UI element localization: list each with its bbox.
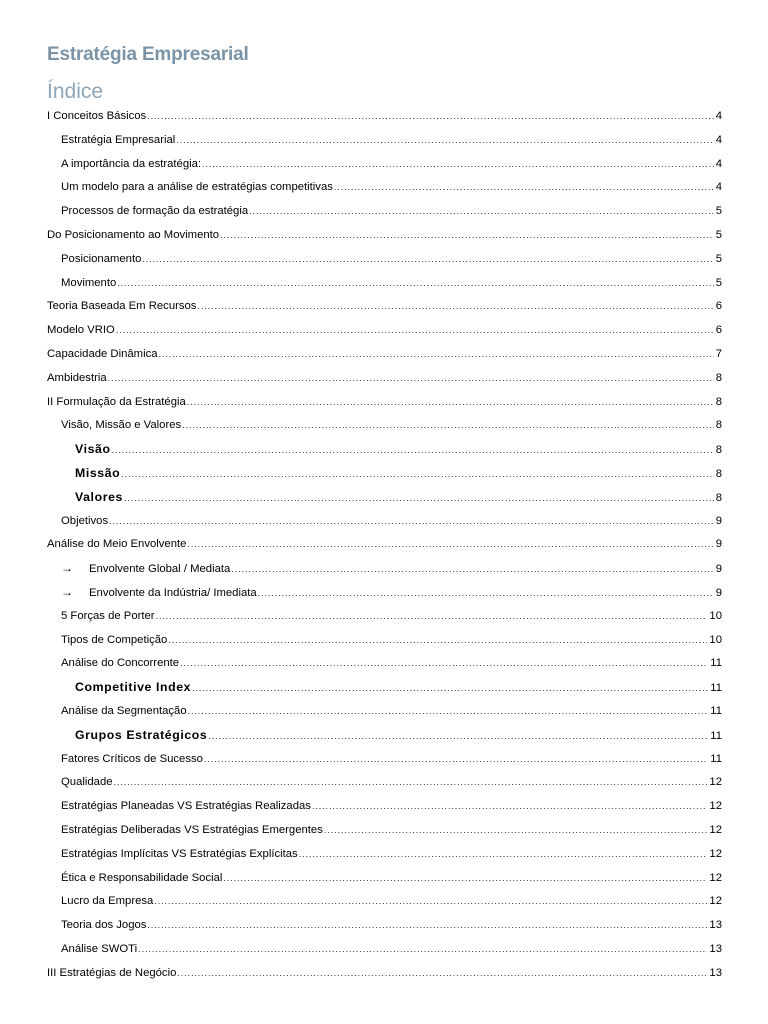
dot-leader	[177, 962, 707, 985]
toc-entry-link[interactable]	[47, 533, 722, 556]
toc-page-number: 8	[715, 468, 722, 480]
toc-entry-link[interactable]	[75, 724, 722, 747]
dot-leader	[156, 605, 708, 628]
dot-leader	[334, 176, 714, 199]
toc-row	[0, 248, 768, 272]
toc-row	[0, 176, 768, 200]
toc-page-number: 12	[709, 824, 722, 836]
toc-entry-label: II Formulação da Estratégia	[47, 395, 186, 408]
toc-entry-label: Fatores Críticos de Sucesso	[61, 752, 203, 765]
toc-row	[0, 605, 768, 629]
dot-leader	[202, 153, 714, 176]
toc-row	[0, 557, 768, 581]
toc-entry-link[interactable]	[61, 914, 722, 937]
toc-entry-label: Teoria dos Jogos	[61, 919, 147, 932]
toc-entry-link[interactable]	[47, 105, 722, 128]
toc-page-number: 4	[715, 110, 722, 122]
dot-leader	[142, 248, 713, 271]
toc-entry-label: Teoria Baseada Em Recursos	[47, 300, 197, 313]
dot-leader	[187, 391, 714, 414]
toc-page-number: 12	[709, 871, 722, 884]
arrow-right-icon: →	[61, 561, 73, 576]
dot-leader	[121, 463, 713, 486]
toc-entry-link[interactable]	[61, 795, 722, 818]
toc-entry-label: Valores	[75, 489, 123, 504]
toc-entry-link[interactable]	[61, 414, 722, 437]
toc-page-number: 7	[715, 348, 722, 360]
toc-entry-link[interactable]	[47, 295, 722, 318]
toc-page-number: 4	[715, 133, 722, 146]
toc-entry-text: Envolvente da Indústria/ Imediata	[89, 587, 257, 599]
toc-page-number: 11	[710, 729, 722, 742]
toc-row	[0, 676, 768, 700]
toc-entry-link[interactable]	[61, 771, 722, 794]
toc-page-number: 5	[715, 205, 722, 218]
toc-entry-label: Estratégia Empresarial	[61, 133, 176, 146]
toc-row	[0, 581, 768, 605]
toc-entry-link[interactable]	[75, 462, 722, 485]
toc-entry-label: Modelo VRIO	[47, 324, 115, 337]
dot-leader	[159, 343, 714, 366]
toc-entry-label: Do Posicionamento ao Movimento	[47, 229, 220, 241]
toc-entry-link[interactable]	[61, 938, 722, 961]
toc-entry-label: Estratégias Deliberadas VS Estratégias Emergentes	[61, 824, 323, 836]
dot-leader	[187, 533, 713, 556]
toc-row	[0, 771, 768, 795]
toc-entry-link[interactable]	[47, 343, 722, 366]
toc-entry-text: Envolvente Global / Mediata	[89, 563, 231, 576]
toc-page-number: 5	[715, 229, 722, 241]
toc-row	[0, 748, 768, 772]
toc-entry-label: Estratégias Implícitas VS Estratégias Explícitas	[61, 847, 298, 860]
toc-entry-label: Estratégias Planeadas VS Estratégias Realizadas	[61, 800, 311, 813]
toc-row	[0, 462, 768, 486]
dot-leader	[324, 819, 708, 842]
toc-entry-label: Análise SWOTi	[61, 943, 138, 955]
dot-leader	[147, 914, 707, 937]
toc-page-number: 10	[709, 633, 722, 646]
toc-entry-link[interactable]	[61, 176, 722, 199]
toc-row	[0, 724, 768, 748]
dot-leader	[208, 725, 708, 748]
toc-page-number: 5	[715, 252, 722, 265]
toc-entry-link[interactable]	[61, 581, 722, 604]
toc-entry-label: I Conceitos Básicos	[47, 110, 147, 122]
toc-entry-link[interactable]	[61, 700, 722, 723]
toc-entry-link[interactable]	[61, 153, 722, 176]
toc-entry-link[interactable]	[47, 224, 722, 247]
toc-page-number: 4	[715, 181, 722, 194]
toc-entry-label: Um modelo para a análise de estratégias competitivas	[61, 181, 333, 194]
toc-page-number: 12	[709, 895, 722, 908]
toc-row	[0, 486, 768, 510]
toc-entry-label: Qualidade	[61, 776, 113, 789]
toc-page-number: 8	[715, 444, 722, 457]
dot-leader	[114, 771, 708, 794]
toc-row	[0, 414, 768, 438]
dot-leader	[204, 748, 708, 771]
dot-leader	[231, 558, 713, 581]
toc-page-number: 9	[715, 563, 722, 576]
index-heading: Índice	[47, 80, 104, 103]
toc-page-number: 11	[710, 705, 722, 717]
toc-entry-label: Tipos de Competição	[61, 633, 168, 646]
dot-leader	[124, 487, 714, 510]
dot-leader	[249, 200, 714, 223]
toc-entry-link[interactable]	[61, 557, 722, 580]
dot-leader	[182, 414, 714, 437]
toc-row	[0, 438, 768, 462]
dot-leader	[180, 652, 708, 675]
toc-row	[0, 819, 768, 843]
toc-entry-link[interactable]	[61, 272, 722, 295]
toc-entry-label: Análise do Concorrente	[61, 657, 180, 670]
toc-entry-label: Grupos Estratégicos	[75, 727, 208, 742]
toc-entry-link[interactable]	[75, 438, 722, 461]
toc-page-number: 10	[709, 609, 722, 622]
toc-entry-label: Lucro da Empresa	[61, 895, 154, 908]
toc-entry-label: Ambidestria	[47, 371, 107, 384]
toc-row	[0, 272, 768, 296]
toc-page-number: 13	[709, 943, 722, 955]
dot-leader	[109, 510, 714, 533]
toc-row	[0, 629, 768, 653]
toc-page-number: 13	[709, 966, 722, 979]
dot-leader	[220, 224, 714, 247]
toc-entry-link[interactable]	[61, 890, 722, 913]
dot-leader	[108, 367, 714, 390]
toc-row	[0, 890, 768, 914]
toc-entry-link[interactable]	[61, 200, 722, 223]
toc-page-number: 8	[715, 395, 722, 408]
toc-entry-link[interactable]	[61, 129, 722, 152]
toc-page-number: 4	[715, 157, 722, 170]
dot-leader	[299, 843, 708, 866]
toc-row	[0, 938, 768, 962]
toc-page-number: 8	[715, 371, 722, 384]
toc-page-number: 6	[715, 300, 722, 313]
toc-page-number: 12	[709, 847, 722, 860]
toc-entry-label: Análise do Meio Envolvente	[47, 538, 187, 551]
toc-entry-link[interactable]	[75, 676, 722, 699]
toc-page-number: 11	[710, 752, 722, 765]
toc-page-number: 6	[715, 324, 722, 337]
dot-leader	[138, 938, 707, 961]
dot-leader	[192, 677, 708, 700]
toc-entry-link[interactable]	[61, 819, 722, 842]
toc-entry-label: III Estratégias de Negócio	[47, 966, 177, 979]
toc-entry-link[interactable]	[61, 748, 722, 771]
toc-row	[0, 510, 768, 534]
toc-entry-label: Análise da Segmentação	[61, 705, 187, 717]
dot-leader	[197, 295, 713, 318]
toc-entry-label: Ética e Responsabilidade Social	[61, 871, 223, 884]
toc-entry-label	[61, 581, 258, 605]
toc-page-number: 11	[710, 682, 722, 695]
toc-entry-label: Objetivos	[61, 514, 109, 527]
toc-entry-link[interactable]	[61, 605, 722, 628]
toc-page-number: 8	[715, 491, 722, 504]
toc-entry-label: Visão, Missão e Valores	[61, 419, 182, 432]
toc-entry-link[interactable]	[61, 510, 722, 533]
toc-page-number: 12	[709, 776, 722, 789]
toc-row	[0, 700, 768, 724]
toc-entry-label: Posicionamento	[61, 252, 142, 265]
toc-entry-label: Movimento	[61, 276, 117, 289]
toc-entry-label: Competitive Index	[75, 680, 192, 695]
dot-leader	[147, 105, 713, 128]
arrow-right-icon: →	[61, 585, 73, 599]
toc-entry-link[interactable]	[61, 867, 722, 890]
dot-leader	[154, 890, 707, 913]
toc-entry-link[interactable]	[47, 319, 722, 342]
toc-row	[0, 652, 768, 676]
toc-row	[0, 224, 768, 248]
dot-leader	[312, 795, 707, 818]
toc-row	[0, 200, 768, 224]
toc-entry-link[interactable]	[47, 367, 722, 390]
toc-row	[0, 153, 768, 177]
toc-row	[0, 105, 768, 129]
toc-row	[0, 343, 768, 367]
toc-entry-link[interactable]	[75, 486, 722, 509]
toc-entry-link[interactable]	[61, 652, 722, 675]
toc-page-number: 12	[709, 800, 722, 813]
toc-page-number: 13	[709, 919, 722, 932]
dot-leader	[188, 700, 709, 723]
toc-row	[0, 795, 768, 819]
toc-entry-link[interactable]	[61, 248, 722, 271]
toc-entry-label: Visão	[75, 442, 111, 457]
toc-entry-label: Missão	[75, 466, 121, 480]
dot-leader	[116, 319, 714, 342]
toc-page-number: 9	[715, 514, 722, 527]
toc-page-number: 9	[715, 587, 722, 599]
toc-entry-link[interactable]	[47, 391, 722, 414]
toc-row	[0, 367, 768, 391]
dot-leader	[176, 129, 713, 152]
toc-entry-link[interactable]	[61, 629, 722, 652]
toc-page-number: 11	[710, 657, 722, 670]
toc-entry-link[interactable]	[47, 962, 722, 985]
dot-leader	[117, 272, 713, 295]
toc-row	[0, 843, 768, 867]
dot-leader	[258, 582, 714, 605]
toc-entry-label: Processos de formação da estratégia	[61, 205, 249, 218]
toc-entry-label: 5 Forças de Porter	[61, 609, 155, 622]
toc-page-number: 8	[715, 419, 722, 432]
dot-leader	[168, 629, 707, 652]
toc-row	[0, 295, 768, 319]
toc-row	[0, 962, 768, 986]
toc-entry-label: A importância da estratégia:	[61, 157, 202, 170]
dot-leader	[112, 439, 714, 462]
toc-page-number: 5	[715, 276, 722, 289]
toc-row	[0, 391, 768, 415]
toc-row	[0, 533, 768, 557]
toc-row	[0, 129, 768, 153]
toc-entry-label: Capacidade Dinâmica	[47, 348, 158, 360]
document-title: Estratégia Empresarial	[47, 44, 249, 65]
dot-leader	[223, 867, 707, 890]
toc-entry-link[interactable]	[61, 843, 722, 866]
toc-entry-label	[61, 557, 231, 581]
toc-row	[0, 914, 768, 938]
toc-row	[0, 867, 768, 891]
toc-page-number: 9	[715, 538, 722, 551]
toc-row	[0, 319, 768, 343]
